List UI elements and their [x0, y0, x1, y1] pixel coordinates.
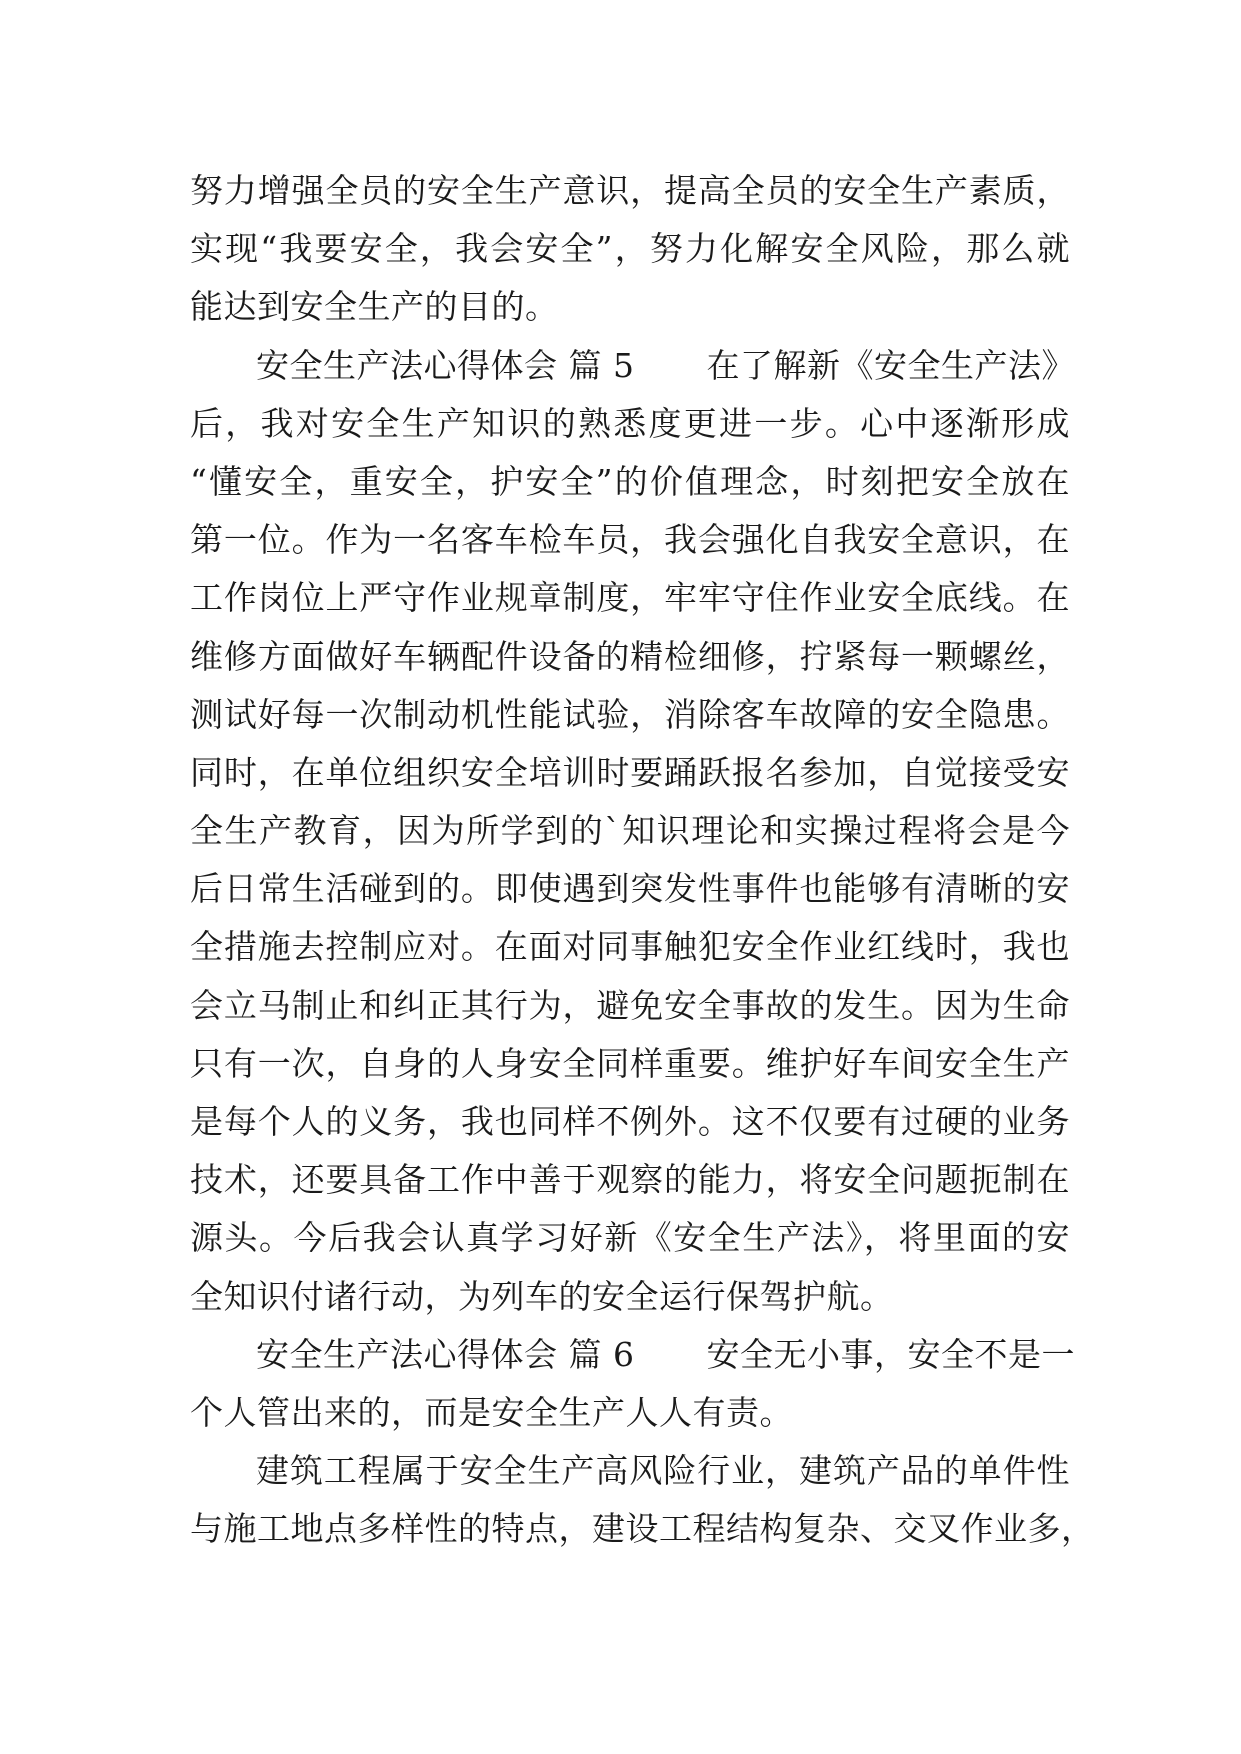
text-line: 实现“我要安全，我会安全”，努力化解安全风险，那么就 — [190, 229, 1070, 269]
text-line: 全知识付诸行动，为列车的安全运行保驾护航。 — [190, 1276, 894, 1316]
text-line: 后日常生活碰到的。即使遇到突发性事件也能够有清晰的安 — [190, 869, 1070, 909]
text-line: 源头。今后我会认真学习好新《安全生产法》，将里面的安 — [190, 1218, 1070, 1258]
text-line: 与施工地点多样性的特点，建设工程结构复杂、交叉作业多， — [190, 1509, 1095, 1549]
section-5-heading: 安全生产法心得体会 篇 5 — [256, 345, 635, 385]
text-line: 测试好每一次制动机性能试验，消除客车故障的安全隐患。 — [190, 694, 1070, 734]
section-6-first-text: 安全无小事，安全不是一 — [706, 1334, 1075, 1374]
section-5-first-text: 在了解新《安全生产法》 — [706, 345, 1075, 385]
text-line: 会立马制止和纠正其行为，避免安全事故的发生。因为生命 — [190, 985, 1070, 1025]
text-line: 维修方面做好车辆配件设备的精检细修，拧紧每一颗螺丝， — [190, 636, 1070, 676]
text-line: 第一位。作为一名客车检车员，我会强化自我安全意识，在 — [190, 520, 1070, 560]
text-line: 全生产教育，因为所学到的`知识理论和实操过程将会是今 — [190, 811, 1070, 851]
text-line: 后，我对安全生产知识的熟悉度更进一步。心中逐渐形成 — [190, 403, 1070, 443]
text-line: 工作岗位上严守作业规章制度，牢牢守住作业安全底线。在 — [190, 578, 1070, 618]
text-line: 是每个人的义务，我也同样不例外。这不仅要有过硬的业务 — [190, 1102, 1070, 1141]
text-line: 努力增强全员的安全生产意识，提高全员的安全生产素质， — [190, 171, 1070, 210]
text-line: 个人管出来的，而是安全生产人人有责。 — [190, 1392, 793, 1432]
text-line: “懂安全，重安全，护安全”的价值理念，时刻把安全放在 — [190, 461, 1070, 501]
text-line: 建筑工程属于安全生产高风险行业，建筑产品的单件性 — [256, 1451, 1070, 1491]
section-6-heading-line — [190, 1326, 1075, 1384]
text-line: 能达到安全生产的目的。 — [190, 287, 559, 327]
section-6-heading: 安全生产法心得体会 篇 6 — [256, 1334, 635, 1374]
text-line: 技术，还要具备工作中善于观察的能力，将安全问题扼制在 — [190, 1160, 1070, 1200]
text-line: 只有一次，自身的人身安全同样重要。维护好车间安全生产 — [190, 1043, 1070, 1083]
section-5-heading-line — [190, 337, 1075, 395]
text-line: 同时，在单位组织安全培训时要踊跃报名参加，自觉接受安 — [190, 752, 1070, 792]
document-body — [190, 162, 1095, 1559]
text-line: 全措施去控制应对。在面对同事触犯安全作业红线时，我也 — [190, 927, 1070, 967]
